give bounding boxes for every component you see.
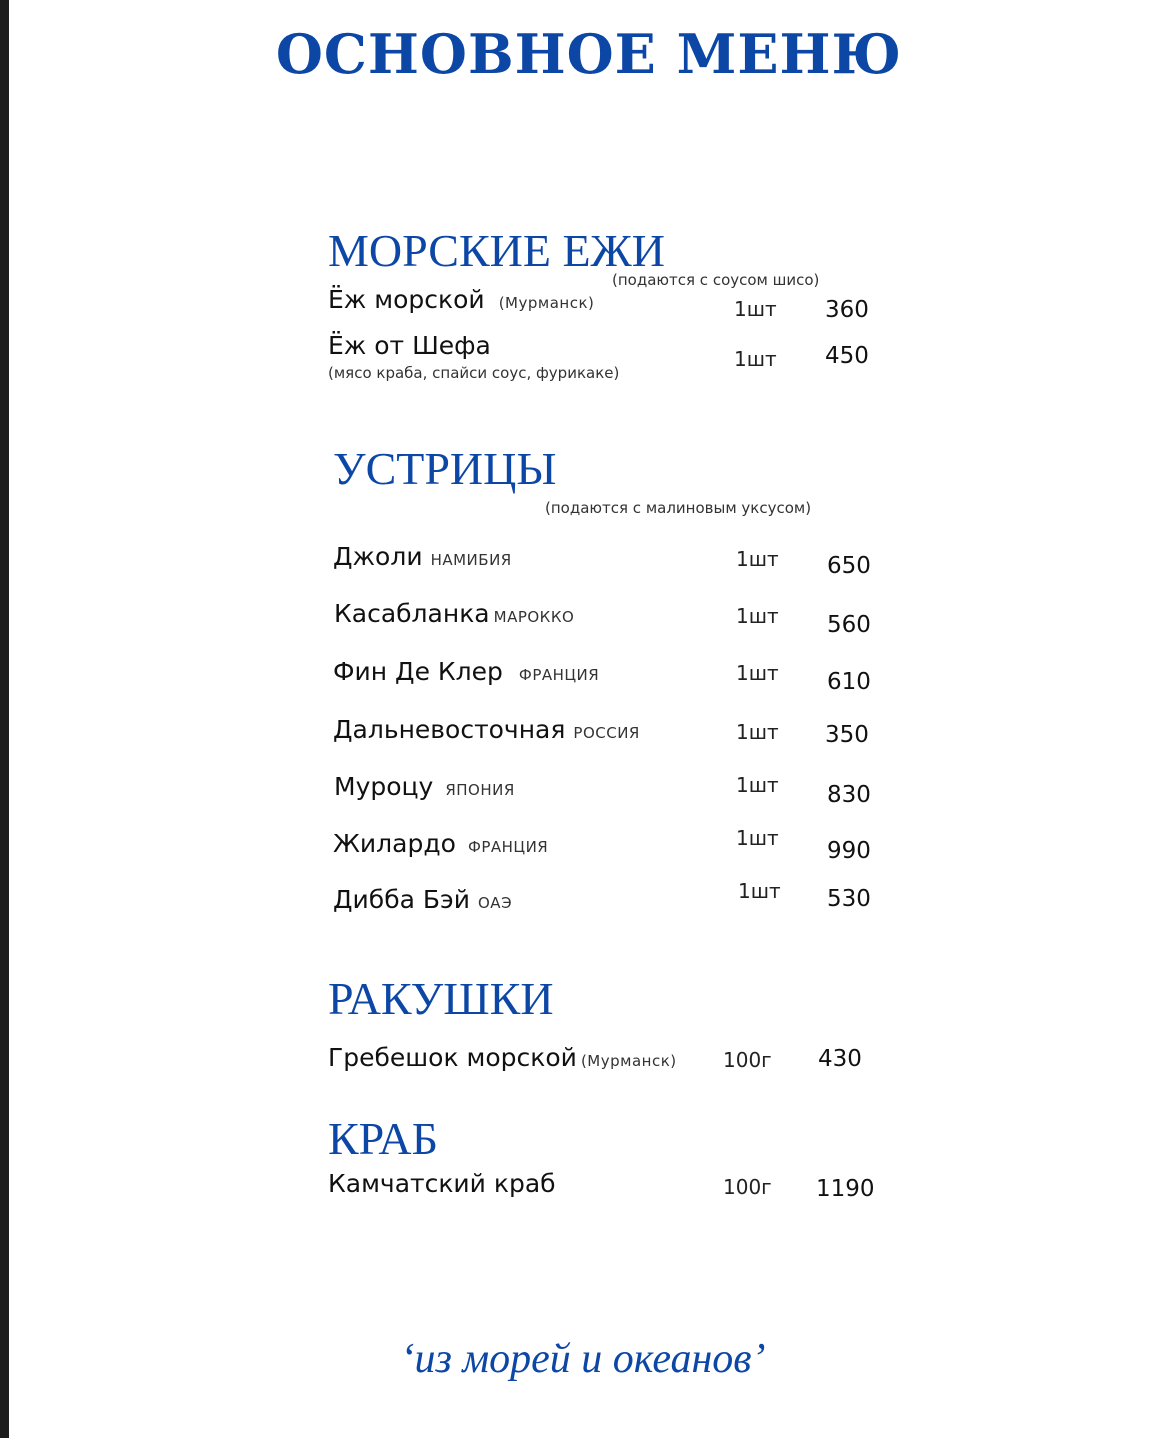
item-qty: 1шт	[736, 604, 779, 628]
item-price: 1190	[816, 1176, 875, 1202]
section-note-sea-urchins: (подаются с соусом шисо)	[612, 271, 820, 289]
item-qty: 100г	[723, 1048, 772, 1072]
item-origin: ЯПОНИЯ	[445, 781, 515, 799]
item-name-text: Джоли	[333, 542, 423, 571]
section-heading-oysters: УСТРИЦЫ	[333, 443, 557, 494]
left-edge-bar	[0, 0, 9, 1438]
section-heading-sea-urchins: МОРСКИЕ ЕЖИ	[328, 225, 665, 276]
item-name-text: Фин Де Клер	[333, 657, 503, 686]
menu-item-name: Ёж от Шефа	[328, 331, 491, 360]
item-qty: 1шт	[736, 773, 779, 797]
item-name-text: Муроцу	[334, 772, 434, 801]
item-price: 610	[827, 669, 871, 695]
item-price: 830	[827, 782, 871, 808]
item-name-text: Ёж морской	[328, 285, 485, 314]
item-qty: 1шт	[736, 720, 779, 744]
item-origin: (Мурманск)	[498, 294, 595, 312]
item-qty: 1шт	[734, 347, 777, 371]
menu-item-name	[333, 885, 512, 914]
section-heading-shells: РАКУШКИ	[328, 973, 554, 1024]
menu-item-name	[333, 542, 512, 571]
section-note-oysters: (подаются с малиновым уксусом)	[545, 499, 812, 517]
slogan: ‘из морей и океанов’	[400, 1336, 766, 1382]
menu-item-name	[334, 599, 574, 628]
menu-item-name	[328, 1043, 677, 1072]
menu-item-name	[333, 829, 548, 858]
item-price: 430	[818, 1046, 862, 1072]
item-price: 560	[827, 612, 871, 638]
item-origin: НАМИБИЯ	[430, 551, 512, 569]
menu-item-name	[333, 657, 599, 686]
item-qty: 100г	[723, 1175, 772, 1199]
item-price: 990	[827, 838, 871, 864]
menu-item-name	[328, 285, 594, 314]
menu-item-name: Камчатский краб	[328, 1169, 556, 1198]
item-origin: ФРАНЦИЯ	[467, 838, 549, 856]
item-price: 350	[825, 722, 869, 748]
item-qty: 1шт	[734, 297, 777, 321]
item-name-text: Дальневосточная	[333, 715, 566, 744]
menu-title: ОСНОВНОЕ МЕНЮ	[275, 22, 903, 86]
menu-item-name	[333, 715, 640, 744]
item-name-text: Гребешок морской	[328, 1043, 577, 1072]
item-origin: ФРАНЦИЯ	[518, 666, 600, 684]
section-heading-crab: КРАБ	[328, 1113, 439, 1164]
item-qty: 1шт	[736, 547, 779, 571]
menu-item-name	[334, 772, 515, 801]
item-price: 450	[825, 343, 869, 369]
item-name-text: Жилардо	[333, 829, 456, 858]
item-origin: ОАЭ	[478, 894, 513, 912]
item-qty: 1шт	[736, 661, 779, 685]
item-price: 530	[827, 886, 871, 912]
item-origin: РОССИЯ	[573, 724, 640, 742]
item-qty: 1шт	[738, 879, 781, 903]
item-price: 360	[825, 297, 869, 323]
item-name-text: Дибба Бэй	[333, 885, 470, 914]
item-qty: 1шт	[736, 826, 779, 850]
item-price: 650	[827, 553, 871, 579]
item-name-text: Касабланка	[334, 599, 490, 628]
item-origin: (Мурманск)	[580, 1052, 677, 1070]
item-description: (мясо краба, спайси соус, фурикаке)	[328, 364, 620, 382]
item-origin: МАРОККО	[493, 608, 575, 626]
